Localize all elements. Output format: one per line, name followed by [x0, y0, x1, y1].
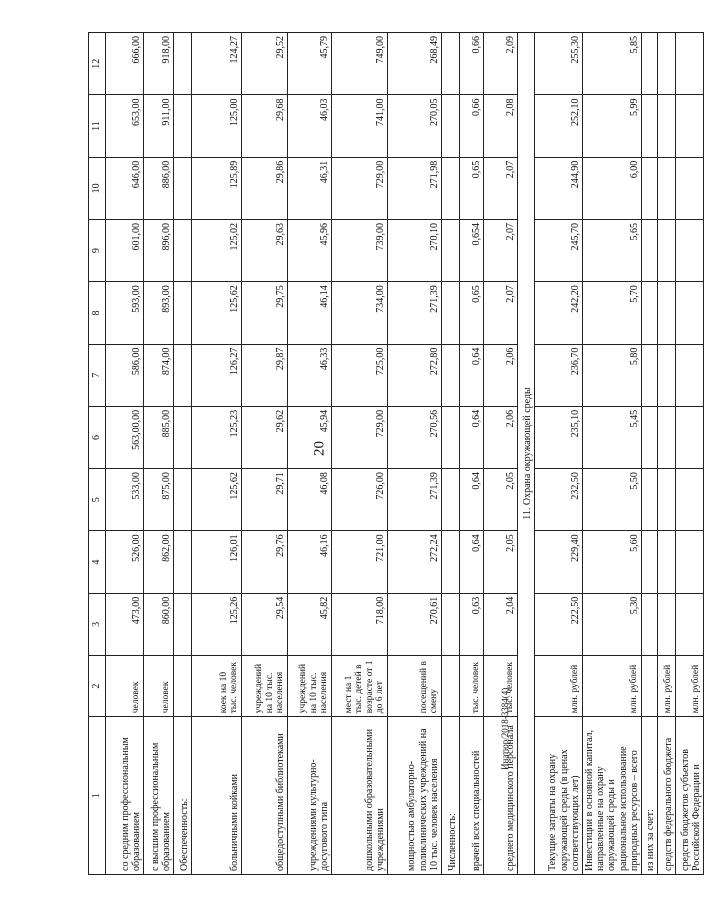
- value-cell: 46,16: [288, 531, 332, 593]
- unit-cell: мест на 1 тыс. детей в возрасте от 1 до 6 лет: [332, 655, 388, 716]
- indicator-cell: с высшим профессиональным образованием: [144, 717, 174, 875]
- value-cell: 270,56: [388, 406, 442, 468]
- indicator-cell: учреждениями культурно-досугового типа: [288, 717, 332, 875]
- indicator-cell: Инвестиции в основной капитал, направленные на охрану окружающей среды и рациональное использование природных ресурсов – всего: [583, 717, 642, 875]
- value-cell: 125,89: [192, 157, 242, 219]
- value-cell: 125,62: [192, 469, 242, 531]
- table-row: [657, 33, 675, 875]
- value-cell: 725,00: [332, 344, 388, 406]
- value-cell: [174, 469, 192, 531]
- value-cell: 0,66: [460, 95, 484, 157]
- header-cell: 7: [89, 344, 106, 406]
- indicator-cell: со средним профессиональным образованием: [106, 717, 144, 875]
- value-cell: [675, 531, 703, 593]
- value-cell: 29,68: [242, 95, 288, 157]
- value-cell: [442, 531, 460, 593]
- value-cell: 2,07: [484, 157, 518, 219]
- value-cell: 5,99: [583, 95, 642, 157]
- value-cell: 124,27: [192, 33, 242, 95]
- value-cell: [657, 593, 675, 655]
- value-cell: [657, 220, 675, 282]
- value-cell: 5,70: [583, 282, 642, 344]
- value-cell: 2,05: [484, 469, 518, 531]
- value-cell: 125,00: [192, 95, 242, 157]
- value-cell: 2,06: [484, 344, 518, 406]
- header-cell: 2: [89, 655, 106, 716]
- value-cell: 875,00: [144, 469, 174, 531]
- value-cell: 0,63: [460, 593, 484, 655]
- value-cell: [641, 33, 657, 95]
- value-cell: 29,63: [242, 220, 288, 282]
- value-cell: 593,00: [106, 282, 144, 344]
- value-cell: 29,76: [242, 531, 288, 593]
- value-cell: 5,85: [583, 33, 642, 95]
- value-cell: 729,00: [332, 406, 388, 468]
- value-cell: [641, 157, 657, 219]
- section-row: [518, 33, 535, 875]
- table-row: [106, 33, 144, 875]
- document-footer: Инатюр/2018-3384(4): [500, 687, 510, 770]
- unit-cell: [641, 655, 657, 716]
- value-cell: 229,40: [535, 531, 583, 593]
- value-cell: [675, 95, 703, 157]
- value-cell: 125,26: [192, 593, 242, 655]
- value-cell: 5,60: [583, 531, 642, 593]
- value-cell: 46,31: [288, 157, 332, 219]
- value-cell: 232,50: [535, 469, 583, 531]
- value-cell: 271,98: [388, 157, 442, 219]
- value-cell: 236,70: [535, 344, 583, 406]
- table-row: [174, 33, 192, 875]
- indicator-cell: больничными койками: [192, 717, 242, 875]
- value-cell: 29,86: [242, 157, 288, 219]
- value-cell: 862,00: [144, 531, 174, 593]
- value-cell: 45,96: [288, 220, 332, 282]
- value-cell: 125,62: [192, 282, 242, 344]
- value-cell: 270,05: [388, 95, 442, 157]
- indicator-cell: из них за счет:: [641, 717, 657, 875]
- indicator-cell: Обеспеченность:: [174, 717, 192, 875]
- value-cell: [174, 157, 192, 219]
- value-cell: 271,39: [388, 282, 442, 344]
- indicators-table: [88, 32, 704, 875]
- unit-cell: учреждений на 10 тыс. населения: [242, 655, 288, 716]
- value-cell: [675, 344, 703, 406]
- table-row: [388, 33, 442, 875]
- value-cell: 896,00: [144, 220, 174, 282]
- value-cell: 666,00: [106, 33, 144, 95]
- table-row: [442, 33, 460, 875]
- value-cell: 0,64: [460, 469, 484, 531]
- value-cell: 46,14: [288, 282, 332, 344]
- value-cell: [174, 406, 192, 468]
- value-cell: [641, 406, 657, 468]
- header-cell: 12: [89, 33, 106, 95]
- table-row: [535, 33, 583, 875]
- unit-cell: [442, 655, 460, 716]
- header-cell: 1: [89, 717, 106, 875]
- indicator-cell: среднего медицинского персонала: [484, 717, 518, 875]
- section-title: 11. Охрана окружающей среды: [518, 33, 535, 875]
- value-cell: 268,49: [388, 33, 442, 95]
- value-cell: 721,00: [332, 531, 388, 593]
- table-row: [144, 33, 174, 875]
- unit-cell: млн. рублей: [657, 655, 675, 716]
- value-cell: 0,654: [460, 220, 484, 282]
- value-cell: 734,00: [332, 282, 388, 344]
- header-cell: 11: [89, 95, 106, 157]
- value-cell: 270,10: [388, 220, 442, 282]
- value-cell: 5,30: [583, 593, 642, 655]
- value-cell: 46,33: [288, 344, 332, 406]
- value-cell: 741,00: [332, 95, 388, 157]
- value-cell: 0,65: [460, 157, 484, 219]
- table-row: [288, 33, 332, 875]
- value-cell: [174, 33, 192, 95]
- unit-cell: млн. рублей: [675, 655, 703, 716]
- indicator-cell: Численность:: [442, 717, 460, 875]
- value-cell: [675, 33, 703, 95]
- indicator-cell: общедоступными библиотеками: [242, 717, 288, 875]
- value-cell: 749,00: [332, 33, 388, 95]
- table-row: [484, 33, 518, 875]
- unit-cell: человек: [144, 655, 174, 716]
- value-cell: 874,00: [144, 344, 174, 406]
- value-cell: 5,80: [583, 344, 642, 406]
- table-row: [675, 33, 703, 875]
- header-cell: 10: [89, 157, 106, 219]
- value-cell: 0,64: [460, 406, 484, 468]
- value-cell: [675, 469, 703, 531]
- value-cell: 272,24: [388, 531, 442, 593]
- table-row: [192, 33, 242, 875]
- value-cell: [657, 406, 675, 468]
- value-cell: 29,62: [242, 406, 288, 468]
- value-cell: 885,00: [144, 406, 174, 468]
- unit-cell: коек на 10 тыс. человек: [192, 655, 242, 716]
- value-cell: 0,64: [460, 344, 484, 406]
- value-cell: [174, 344, 192, 406]
- value-cell: 586,00: [106, 344, 144, 406]
- value-cell: [174, 282, 192, 344]
- value-cell: 29,87: [242, 344, 288, 406]
- value-cell: 729,00: [332, 157, 388, 219]
- value-cell: 242,20: [535, 282, 583, 344]
- value-cell: 911,00: [144, 95, 174, 157]
- value-cell: 526,00: [106, 531, 144, 593]
- value-cell: 0,66: [460, 33, 484, 95]
- value-cell: 860,00: [144, 593, 174, 655]
- value-cell: [442, 33, 460, 95]
- value-cell: [657, 282, 675, 344]
- value-cell: 533,00: [106, 469, 144, 531]
- unit-cell: человек: [106, 655, 144, 716]
- value-cell: 563,00,00: [106, 406, 144, 468]
- value-cell: 46,03: [288, 95, 332, 157]
- value-cell: 601,00: [106, 220, 144, 282]
- value-cell: [174, 593, 192, 655]
- value-cell: 271,39: [388, 469, 442, 531]
- value-cell: 2,08: [484, 95, 518, 157]
- value-cell: [657, 33, 675, 95]
- value-cell: [442, 282, 460, 344]
- unit-cell: млн. рублей: [535, 655, 583, 716]
- value-cell: [174, 531, 192, 593]
- header-cell: 9: [89, 220, 106, 282]
- value-cell: 886,00: [144, 157, 174, 219]
- value-cell: 2,07: [484, 220, 518, 282]
- indicator-cell: врачей всех специальностей: [460, 717, 484, 875]
- value-cell: [442, 406, 460, 468]
- header-cell: 5: [89, 469, 106, 531]
- value-cell: 244,90: [535, 157, 583, 219]
- table-row: [583, 33, 642, 875]
- header-row: [89, 33, 106, 875]
- value-cell: 5,45: [583, 406, 642, 468]
- indicator-cell: Текущие затраты на охрану окружающей среды (в ценах соответствующих лет): [535, 717, 583, 875]
- value-cell: [641, 469, 657, 531]
- value-cell: 255,30: [535, 33, 583, 95]
- value-cell: 125,02: [192, 220, 242, 282]
- value-cell: [657, 157, 675, 219]
- value-cell: [675, 406, 703, 468]
- value-cell: 2,06: [484, 406, 518, 468]
- value-cell: 2,04: [484, 593, 518, 655]
- unit-cell: тыс. человек: [460, 655, 484, 716]
- indicator-cell: мощностью амбулаторно-поликлинических учреждений на 10 тыс. человек населения: [388, 717, 442, 875]
- value-cell: 270,61: [388, 593, 442, 655]
- value-cell: 6,00: [583, 157, 642, 219]
- unit-cell: [174, 655, 192, 716]
- page-number: 20: [311, 441, 328, 456]
- value-cell: 726,00: [332, 469, 388, 531]
- value-cell: 2,05: [484, 531, 518, 593]
- value-cell: 918,00: [144, 33, 174, 95]
- value-cell: 245,70: [535, 220, 583, 282]
- value-cell: [442, 593, 460, 655]
- value-cell: 29,54: [242, 593, 288, 655]
- value-cell: 29,71: [242, 469, 288, 531]
- value-cell: [442, 95, 460, 157]
- table-row: [460, 33, 484, 875]
- value-cell: [641, 95, 657, 157]
- indicator-cell: средств федерального бюджета: [657, 717, 675, 875]
- value-cell: 29,52: [242, 33, 288, 95]
- value-cell: 646,00: [106, 157, 144, 219]
- unit-cell: учреждений на 10 тыс. населения: [288, 655, 332, 716]
- value-cell: 126,01: [192, 531, 242, 593]
- value-cell: 252,10: [535, 95, 583, 157]
- value-cell: 45,79: [288, 33, 332, 95]
- value-cell: 125,23: [192, 406, 242, 468]
- table-row: [641, 33, 657, 875]
- value-cell: [641, 344, 657, 406]
- value-cell: 2,09: [484, 33, 518, 95]
- value-cell: [641, 282, 657, 344]
- unit-cell: посещений в смену: [388, 655, 442, 716]
- value-cell: 235,10: [535, 406, 583, 468]
- value-cell: [657, 531, 675, 593]
- value-cell: [657, 95, 675, 157]
- value-cell: [641, 531, 657, 593]
- table-row: [332, 33, 388, 875]
- value-cell: 718,00: [332, 593, 388, 655]
- value-cell: [174, 95, 192, 157]
- value-cell: 45,82: [288, 593, 332, 655]
- value-cell: [174, 220, 192, 282]
- value-cell: 222,50: [535, 593, 583, 655]
- value-cell: 5,65: [583, 220, 642, 282]
- rotated-table-container: [88, 32, 702, 875]
- value-cell: 46,08: [288, 469, 332, 531]
- value-cell: [657, 469, 675, 531]
- header-cell: 6: [89, 406, 106, 468]
- value-cell: [675, 157, 703, 219]
- value-cell: 473,00: [106, 593, 144, 655]
- value-cell: 272,80: [388, 344, 442, 406]
- value-cell: [641, 220, 657, 282]
- value-cell: 126,27: [192, 344, 242, 406]
- table-row: [242, 33, 288, 875]
- value-cell: [442, 344, 460, 406]
- header-cell: 8: [89, 282, 106, 344]
- indicator-cell: дошкольными образовательными учреждениями: [332, 717, 388, 875]
- value-cell: [442, 469, 460, 531]
- value-cell: [641, 593, 657, 655]
- indicator-cell: средств бюджетов субъектов Российской Федерации и: [675, 717, 703, 875]
- value-cell: 0,65: [460, 282, 484, 344]
- value-cell: [442, 220, 460, 282]
- unit-cell: млн. рублей: [583, 655, 642, 716]
- value-cell: 2,07: [484, 282, 518, 344]
- value-cell: 29,75: [242, 282, 288, 344]
- value-cell: [675, 220, 703, 282]
- value-cell: 893,00: [144, 282, 174, 344]
- value-cell: 653,00: [106, 95, 144, 157]
- value-cell: 739,00: [332, 220, 388, 282]
- value-cell: [442, 157, 460, 219]
- header-cell: 4: [89, 531, 106, 593]
- value-cell: 0,64: [460, 531, 484, 593]
- header-cell: 3: [89, 593, 106, 655]
- value-cell: [657, 344, 675, 406]
- unit-cell: тыс. человек: [484, 655, 518, 716]
- value-cell: 5,50: [583, 469, 642, 531]
- value-cell: 45,94: [288, 406, 332, 468]
- value-cell: [675, 593, 703, 655]
- value-cell: [675, 282, 703, 344]
